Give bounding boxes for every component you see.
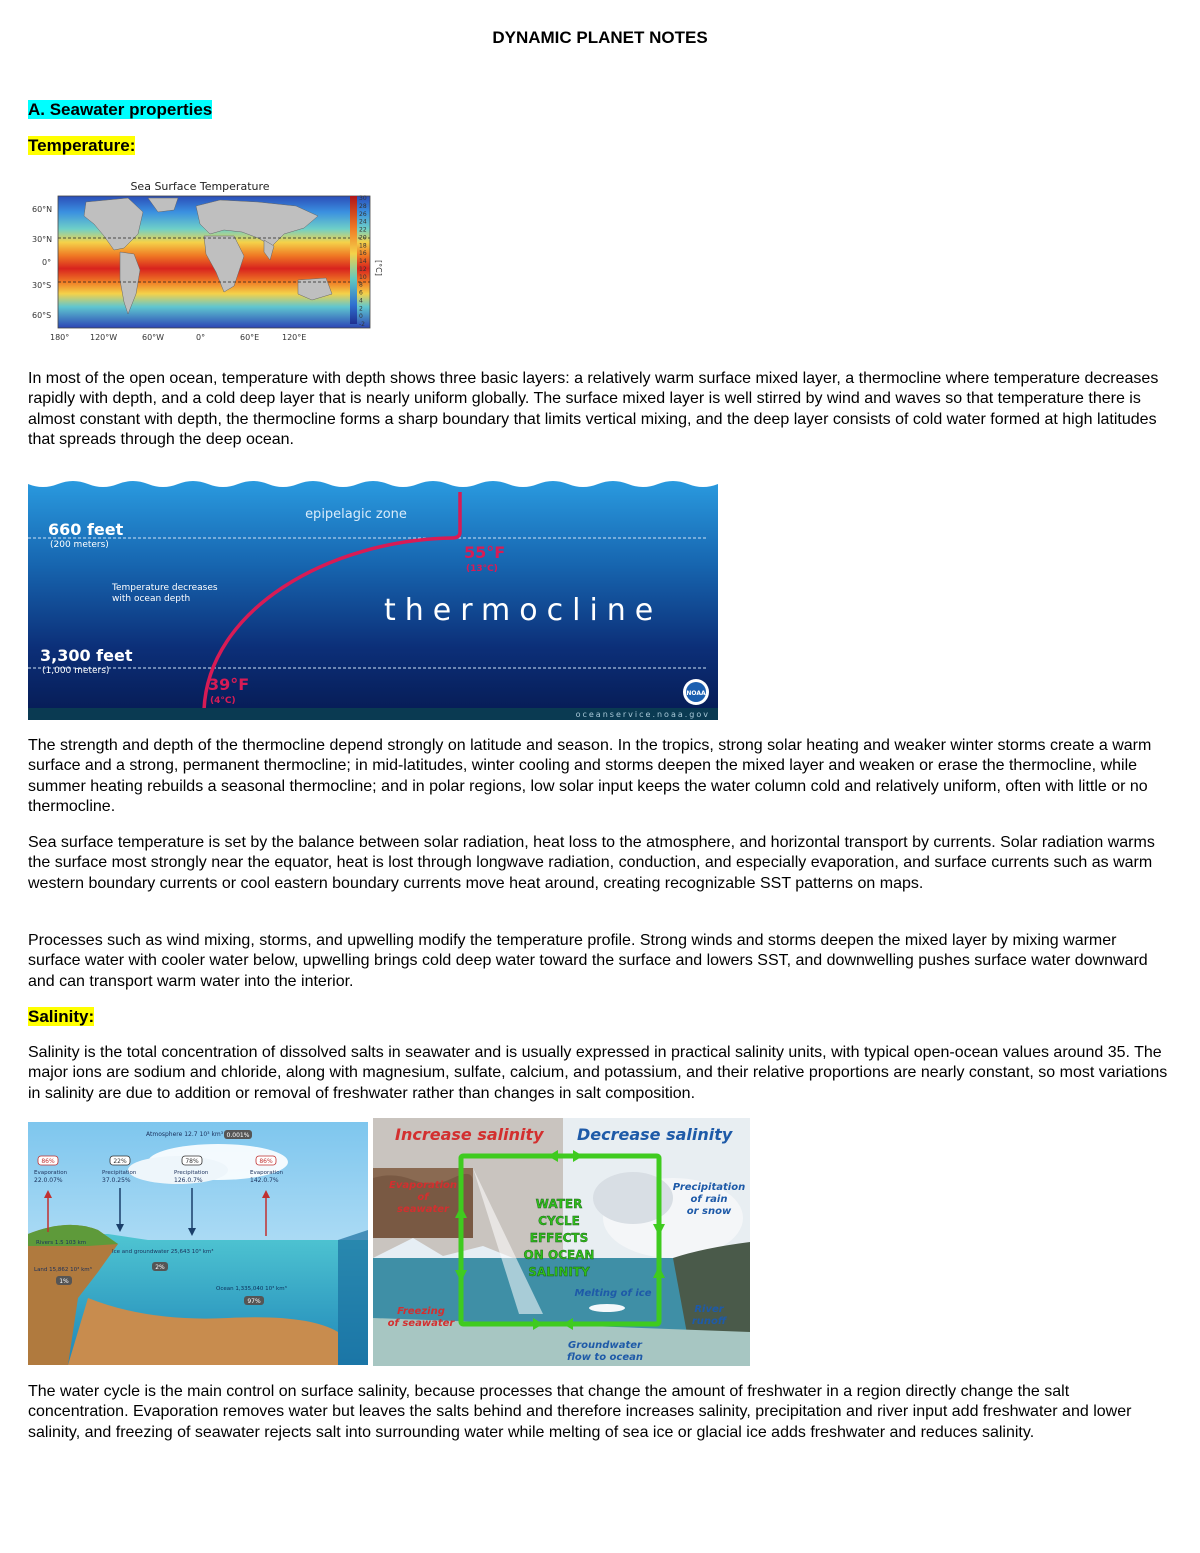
precipitation-text: of rain (690, 1194, 728, 1205)
paragraph-sst: Sea surface temperature is set by the balance between solar radiation, heat loss to the atmosphere, and horizontal transport by currents. Solar radiation warms the surface most strongly near the equator, heat is lost through longwave radiation, conduction, and especially evaporation, and surface currents such as warm western boundary currents or cool eastern boundary currents move heat around, creating recognizable SST patterns on maps. (28, 834, 1155, 892)
evap-ocean-pct: 86% (259, 1158, 273, 1165)
paragraph-salinity: Salinity is the total concentration of dissolved salts in seawater and is usually expressed in practical salinity units, with typical open-ocean values around 35. The major ions are sodium and chloride, along with magnesium, sulfate, calcium, and potassium, and their relative proportions are nearly constant, so most variations in salinity are due to addition or removal of freshwater rather than changes in salt composition. (28, 1044, 1168, 1102)
lat-label: 60°S (32, 311, 52, 320)
rivers-label: Rivers 1.5 103 km (36, 1240, 87, 1246)
river-text: River (694, 1304, 724, 1315)
sst-map-title: Sea Surface Temperature (130, 180, 270, 193)
temperature-heading (28, 136, 135, 156)
scale-tick-label: 0 (359, 313, 363, 321)
water-cycle-svg (28, 1122, 368, 1365)
atmosphere-label: Atmosphere 12.7 10³ km³ (146, 1131, 224, 1138)
depth1-label: 660 feet (48, 520, 124, 539)
lat-label: 30°S (32, 281, 52, 290)
precipitation-text: or snow (686, 1206, 732, 1217)
lat-label: 30°N (32, 235, 53, 244)
credit-text: oceanservice.noaa.gov (575, 710, 710, 719)
precipitation-text: Precipitation (672, 1182, 746, 1193)
salinity-heading (28, 1007, 94, 1027)
ocean-label: Ocean 1,335,040 10³ km³ (216, 1286, 287, 1292)
color-scale-bar (350, 196, 357, 324)
scale-tick-label: 18 (359, 242, 367, 250)
scale-tick-label: 16 (359, 250, 367, 258)
depth2-meters: (1,000 meters) (42, 666, 110, 676)
precip-land-value: 37.0.25% (102, 1177, 131, 1184)
precip-ocean-label: Precipitation (174, 1170, 209, 1176)
scale-tick-label: 12 (359, 265, 367, 273)
scale-tick-label: 8 (359, 281, 363, 289)
temp2-celsius: (4°C) (210, 696, 236, 706)
land-pct: 1% (59, 1278, 69, 1285)
center-line: EFFECTS (529, 1231, 589, 1245)
center-line: ON OCEAN (523, 1248, 595, 1262)
evaporation-land-value: 22.0.07% (34, 1177, 63, 1184)
scale-tick-label: 24 (359, 218, 367, 226)
depth1-meters: (200 meters) (50, 540, 109, 550)
precip-land-pct: 22% (113, 1158, 127, 1165)
lat-label: 0° (42, 258, 52, 267)
melting-text: Melting of ice (574, 1288, 652, 1299)
paragraph-latitude: The strength and depth of the thermocline depend strongly on latitude and season. In the tropics, strong solar heating and weaker winter storms create a warm surface and a strong, permanent thermocline; in mid-latitudes, winter cooling and storms deepen the mixed layer and weaken or erase the thermocline, while summer heating rebuilds a seasonal thermocline; and in polar regions, low solar input keeps the water column cold and relatively uniform, often with little or no thermocline. (28, 737, 1152, 816)
lon-label: 180° (50, 333, 70, 342)
lon-label: 60°E (240, 333, 260, 342)
freezing-text: of seawater (387, 1318, 455, 1329)
paragraph-layers: In most of the open ocean, temperature with depth shows three basic layers: a relatively warm surface mixed layer, a thermocline where temperature decreases rapidly with depth, and a cold deep layer that is nearly uniform globally. The surface mixed layer is well stirred by wind and waves so that temperature there is almost constant with depth, the thermocline forms a sharp boundary that limits vertical mixing, and the deep layer consists of cold water formed at high latitudes that spreads through the deep ocean. (28, 370, 1159, 449)
note-line2: with ocean depth (112, 594, 191, 604)
salinity-effects-figure (373, 1118, 750, 1366)
evaporation-land-label: Evaporation (34, 1170, 68, 1176)
precip-ocean-pct: 78% (185, 1158, 199, 1165)
thermocline-svg (28, 480, 718, 720)
evaporation-text: of (417, 1192, 429, 1203)
document-title: DYNAMIC PLANET NOTES (492, 28, 708, 47)
center-line: WATER (535, 1197, 583, 1211)
freezing-text: Freezing (397, 1306, 445, 1317)
center-line: SALINITY (528, 1265, 590, 1279)
lon-label: 0° (196, 333, 206, 342)
evaporation-text: seawater (397, 1204, 449, 1215)
thermocline-label: thermocline (384, 593, 663, 628)
lon-label: 60°W (142, 333, 165, 342)
evap-ocean-label: Evaporation (250, 1170, 284, 1176)
ocean-pct: 97% (247, 1298, 261, 1305)
sst-map-figure (28, 176, 390, 344)
river-text: runoff (691, 1316, 727, 1327)
atmosphere-pct: 0.001% (226, 1132, 250, 1139)
scale-tick-label: 30 (359, 195, 367, 202)
decrease-salinity-label: Decrease salinity (577, 1125, 733, 1144)
evaporation-land-pct: 86% (41, 1158, 55, 1165)
water-cycle-figure (28, 1122, 368, 1365)
scale-tick-label: 14 (359, 258, 367, 265)
salinity-effects-svg (373, 1118, 750, 1366)
temp2-label: 39°F (208, 675, 250, 694)
paragraph-water-cycle: The water cycle is the main control on surface salinity, because processes that change the amount of freshwater in a region directly change the salt concentration. Evaporation removes water but leaves the salts behind and therefore increases salinity, precipitation and river input add freshwater and lower salinity, and freezing of seawater rejects salt into surrounding water while melting of sea ice or glacial ice adds freshwater and reduces salinity. (28, 1383, 1132, 1441)
ice-pct: 2% (155, 1264, 165, 1271)
temp1-label: 55°F (464, 543, 506, 562)
scale-tick-label: 4 (359, 297, 363, 305)
land-label: Land 15,862 10³ km³ (34, 1267, 92, 1273)
precip-land-label: Precipitation (102, 1170, 137, 1176)
scale-tick-label: 2 (359, 305, 363, 313)
scale-tick-label: 10 (359, 273, 367, 281)
thermocline-figure (28, 480, 718, 720)
note-line1: Temperature decreases (112, 583, 218, 593)
scale-unit: [°C] (374, 260, 383, 276)
groundwater-text: flow to ocean (566, 1352, 644, 1363)
precip-ocean-value: 126.0.7% (174, 1177, 203, 1184)
noaa-logo-text: NOAA (686, 690, 706, 697)
section-heading-text: A. Seawater properties (28, 100, 213, 119)
lon-label: 120°E (282, 333, 307, 342)
salinity-heading-text: Salinity: (28, 1007, 95, 1026)
scale-tick-label: 6 (359, 289, 363, 297)
scale-tick-label: 26 (359, 210, 367, 218)
groundwater-label: Ice and groundwater 25,643 10³ km³ (112, 1249, 214, 1255)
scale-tick-label: 28 (359, 202, 367, 210)
groundwater-text: Groundwater (568, 1340, 642, 1351)
scale-tick-label: 22 (359, 226, 367, 234)
evaporation-text: Evaporation (388, 1180, 458, 1191)
paragraph-processes: Processes such as wind mixing, storms, and upwelling modify the temperature profile. Strong winds and storms deepen the mixed layer by mixing warmer surface water with cooler water below, upwelling brings cold deep water toward the surface and lowers SST, and downwelling pushes surface water downward and can transport warm water into the interior. (28, 932, 1148, 990)
temp1-celsius: (13°C) (466, 564, 498, 574)
scale-tick-label: 20 (359, 234, 367, 242)
sst-map-svg (28, 176, 390, 344)
increase-salinity-label: Increase salinity (395, 1125, 544, 1144)
center-line: CYCLE (538, 1214, 580, 1228)
section-heading-seawater (28, 100, 212, 120)
evap-ocean-value: 142.0.7% (250, 1177, 279, 1184)
lat-label: 60°N (32, 205, 53, 214)
epipelagic-label: epipelagic zone (305, 507, 407, 522)
depth2-label: 3,300 feet (40, 646, 133, 665)
scale-tick-label: -2 (359, 321, 365, 328)
temperature-heading-text: Temperature: (28, 136, 136, 155)
lon-label: 120°W (90, 333, 118, 342)
